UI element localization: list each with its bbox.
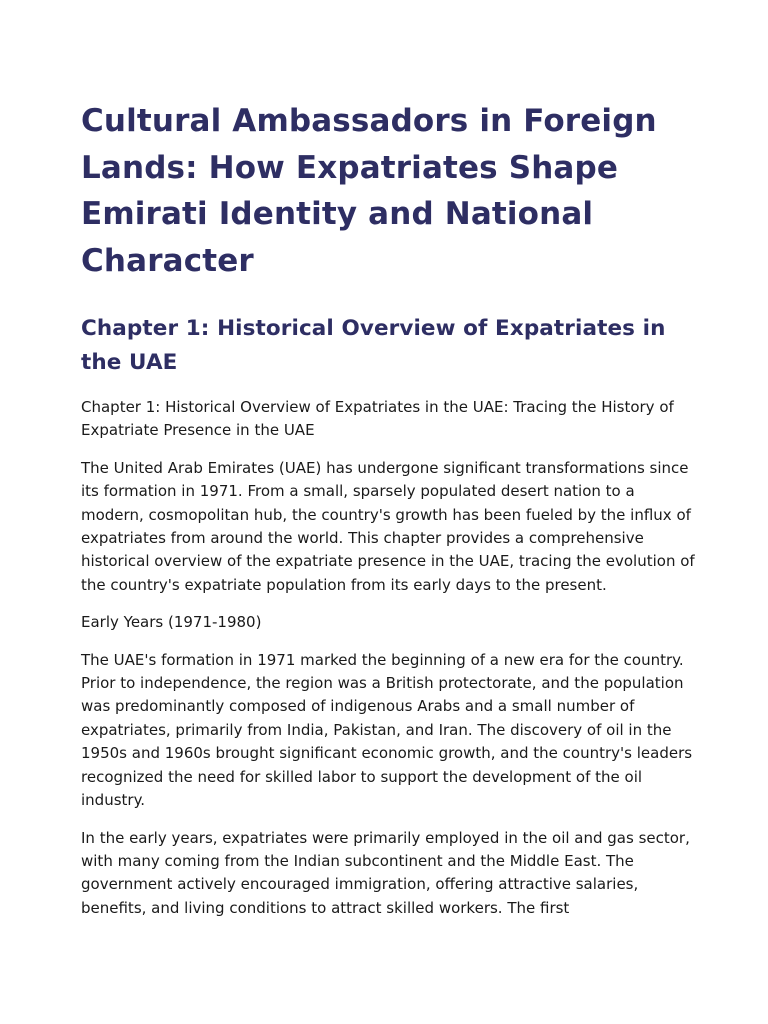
document-page xyxy=(81,98,701,920)
section-label-early-years: Early Years (1971-1980) xyxy=(81,613,262,632)
paragraph-intro-line: Chapter 1: Historical Overview of Expatriates in the UAE: Tracing the History of Expatriate Presence in the UAE xyxy=(81,398,674,440)
chapter-heading: Chapter 1: Historical Overview of Expatriates in the UAE xyxy=(81,316,666,375)
document-title: Cultural Ambassadors in Foreign Lands: How Expatriates Shape Emirati Identity and National Character xyxy=(81,103,657,279)
paragraph-early-years: In the early years, expatriates were primarily employed in the oil and gas sector, with many coming from the Indian subcontinent and the Middle East. The government actively encouraged immigration, offering attractive salaries, benefits, and living conditions to attract skilled workers. The first xyxy=(81,828,690,917)
paragraph-formation: The UAE's formation in 1971 marked the beginning of a new era for the country. Prior to independence, the region was a British protectorate, and the population was predominantly composed of indigenous Arabs and a small number of expatriates, primarily from India, Pakistan, and Iran. The discovery of oil in the 1950s and 1960s brought significant economic growth, and the country's leaders recognized the need for skilled labor to support the development of the oil industry. xyxy=(81,650,693,810)
paragraph-overview: The United Arab Emirates (UAE) has undergone significant transformations since its formation in 1971. From a small, sparsely populated desert nation to a modern, cosmopolitan hub, the country's growth has been fueled by the influx of expatriates from around the world. This chapter provides a comprehensive historical overview of the expatriate presence in the UAE, tracing the evolution of the country's expatriate population from its early days to the present. xyxy=(81,458,695,594)
